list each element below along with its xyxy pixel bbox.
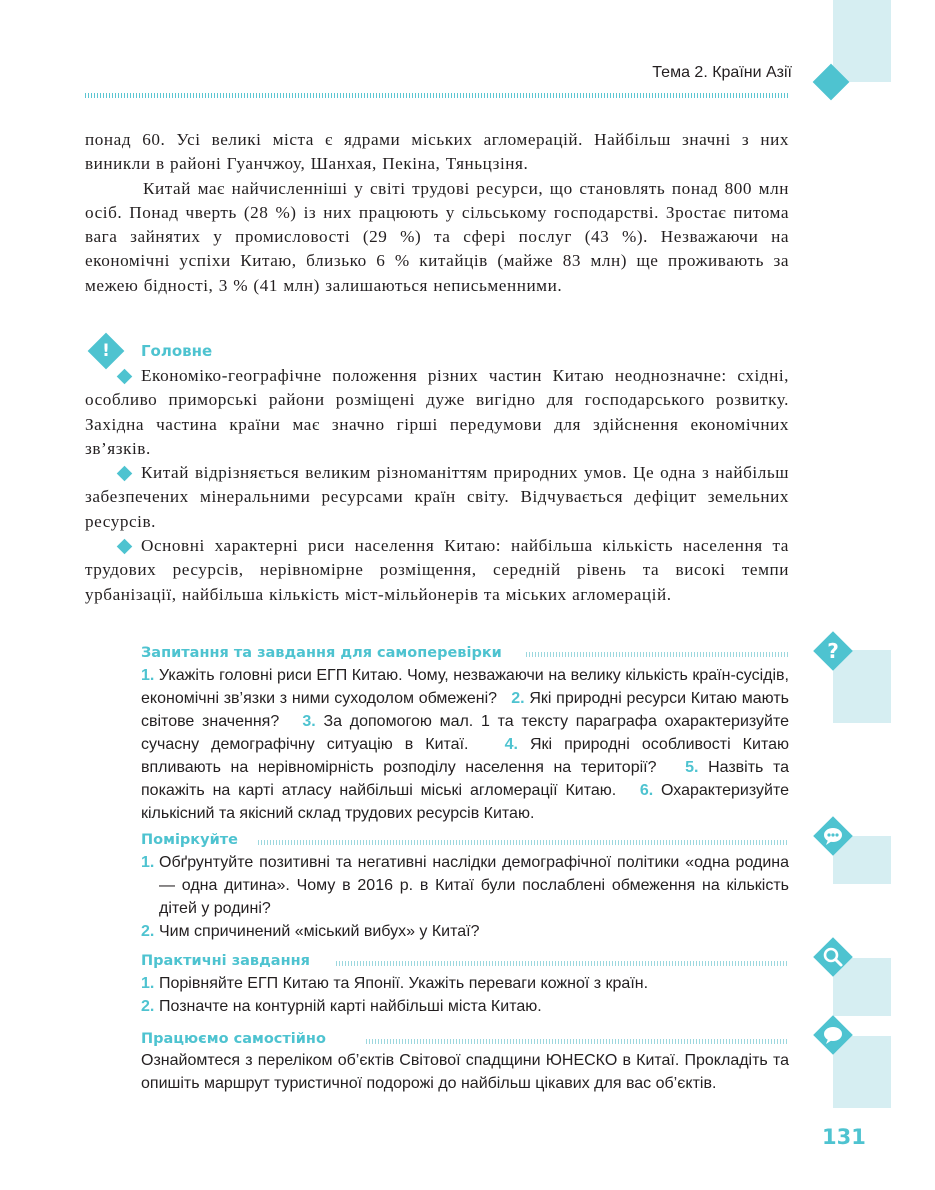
- bullet-diamond-icon: [117, 539, 133, 555]
- questions-text: [141, 664, 789, 825]
- item-text: Позначте на контурній карті найбільші міста Китаю.: [159, 998, 542, 1015]
- list-item: [141, 972, 789, 995]
- practical-title: Практичні завдання: [141, 953, 310, 969]
- practical-dotline: [336, 961, 789, 966]
- bullet-diamond-icon: [117, 369, 133, 385]
- margin-tab-top: [833, 0, 891, 82]
- questions-paragraph: [141, 664, 789, 825]
- question-text: За допомогою мал. 1 та тексту параграфа охарактеризуйте сучасну демографічну ситуацію в Китаї.: [141, 713, 790, 753]
- important-point: [85, 534, 789, 607]
- important-point-text: Китай відрізняється великим різноманіттям природних умов. Це одна з найбільш забезпечених мінеральними ресурсами країн світу. Відчувається дефіцит земельних ресурсів.: [85, 463, 789, 531]
- question-number: 3.: [302, 713, 316, 730]
- question-number: 6.: [639, 782, 654, 799]
- item-text: Порівняйте ЕГП Китаю та Японії. Укажіть переваги кожної з країн.: [159, 975, 649, 992]
- practical-list: [141, 972, 789, 1018]
- self-work-paragraph: Ознайомтеся з переліком об’єктів Світової спадщини ЮНЕСКО в Китаї. Прокладіть та опишіть маршрут туристичної подорожі до найбільш цікавих для вас об’єктів.: [141, 1052, 789, 1092]
- list-item: [141, 995, 789, 1018]
- header-rule: [85, 93, 790, 98]
- question-glyph: ?: [827, 639, 839, 663]
- speech-bubble-glyph: [819, 822, 847, 850]
- self-work-title: Працюємо самостійно: [141, 1031, 326, 1047]
- questions-title: Запитання та завдання для самоперевірки: [141, 645, 502, 661]
- important-point: [85, 364, 789, 461]
- magnifier-glyph: [819, 943, 847, 971]
- think-title: Поміркуйте: [141, 832, 238, 848]
- paragraph: понад 60. Усі великі міста є ядрами міських агломерацій. Найбільш значні з них виникли в районі Гуанчжоу, Шанхая, Пекіна, Тяньцзіня.: [85, 130, 789, 174]
- self-work-text: [141, 1049, 789, 1095]
- bullet-diamond-icon: [117, 466, 133, 482]
- question-text: Охарактеризуйте кількісний та якісний склад трудових ресурсів Китаю.: [141, 782, 789, 822]
- paragraph: Китай має найчисленніші у світі трудові ресурси, що становлять понад 800 млн осіб. Понад чверть (28 %) із них працюють у сільському господарстві. Зростає питома вага зайнятих у промисловості (29 %) та сфері послуг (43 %). Незважаючи на економічні успіхи Китаю, близько 6 % китайців (майже 83 млн) ще проживають за межею бідності, 3 % (41 млн) залишаються неписьменними.: [85, 178, 789, 295]
- important-point-text: Основні характерні риси населення Китаю: найбільша кількість населення та трудових ресурсів, нерівномірне розміщення, середній рівень та високі темпи урбанізації, найбільша кількість міст-мільйонерів та міських агломерацій.: [85, 536, 789, 604]
- item-text: Чим спричинений «міський вибух» у Китаї?: [159, 923, 480, 940]
- question-number: 1.: [141, 667, 155, 684]
- think-dotline: [258, 840, 789, 845]
- question-icon: [813, 631, 853, 671]
- page-number: 131: [822, 1125, 866, 1149]
- self-work-dotline: [366, 1039, 789, 1044]
- item-number: 2.: [141, 923, 155, 940]
- item-text: Обґрунтуйте позитивні та негативні наслідки демографічної політики «одна родина — одна дитина». Чому в 2016 р. в Китаї були послаблені обмеження на кількість дітей у родині?: [159, 854, 789, 917]
- speech-glyph: [819, 1021, 847, 1049]
- question-text: Які природні особливості Китаю впливають на нерівномірність розподілу населення на території?: [141, 736, 789, 776]
- speech-icon: [813, 1015, 853, 1055]
- questions-dotline: [526, 652, 789, 657]
- item-number: 1.: [141, 854, 155, 871]
- running-header: Тема 2. Країни Азії: [652, 64, 792, 81]
- question-text: Укажіть головні риси ЕГП Китаю. Чому, незважаючи на велику кількість країн-сусідів, економічні зв’язки з ними суходолом обмежені?: [141, 667, 789, 707]
- question-number: 5.: [685, 759, 699, 776]
- think-list: [141, 851, 789, 943]
- exclamation-glyph: !: [102, 341, 110, 361]
- intro-text: [85, 128, 789, 298]
- list-item: [141, 920, 789, 943]
- question-number: 2.: [511, 690, 525, 707]
- question-number: 4.: [504, 736, 518, 753]
- important-point: [85, 461, 789, 534]
- important-point-text: Економіко-географічне положення різних частин Китаю неоднозначне: східні, особливо приморські райони розміщені дуже вигідно для господарського розвитку. Західна частина країни має значно гірші передумови для здійснення економічних зв’язків.: [85, 366, 789, 458]
- important-title: Головне: [141, 342, 213, 360]
- important-points: [85, 364, 789, 607]
- question-text: Які природні ресурси Китаю мають світове значення?: [141, 690, 789, 730]
- question-text: Назвіть та покажіть на карті атласу найбільші міські агломерації Китаю.: [141, 759, 789, 799]
- magnifier-icon: [813, 937, 853, 977]
- list-item: [141, 851, 789, 920]
- item-number: 2.: [141, 998, 155, 1015]
- speech-bubble-icon: [813, 816, 853, 856]
- item-number: 1.: [141, 975, 155, 992]
